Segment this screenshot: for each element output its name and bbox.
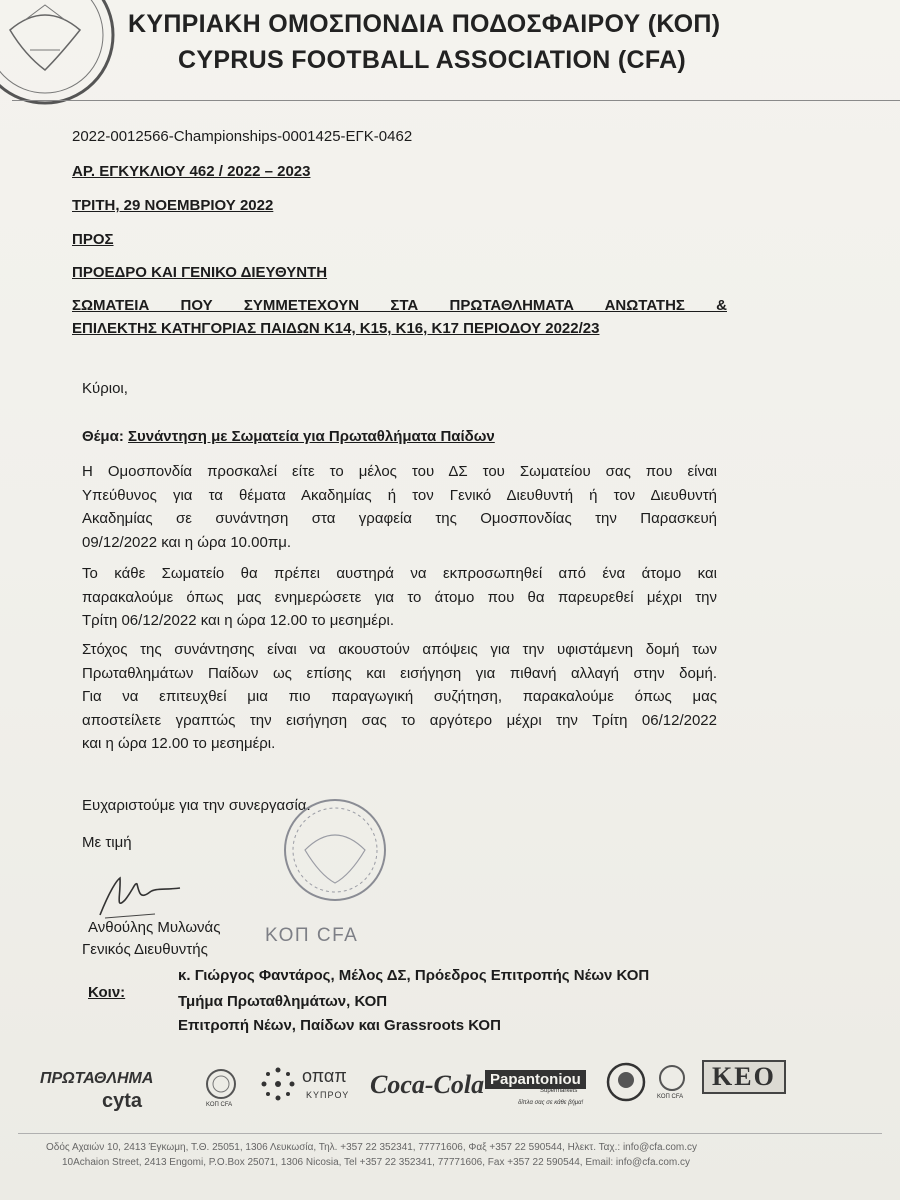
sponsor-opap-sub: ΚΥΠΡΟΥ	[306, 1090, 350, 1100]
paragraph-2-line: Τρίτη 06/12/2022 και η ώρα 12.00 το μεσημέρι.	[82, 612, 395, 629]
footer-divider	[18, 1133, 882, 1134]
subject-line	[82, 428, 495, 445]
kop-badge-icon-2	[658, 1064, 686, 1092]
thanks-line: Ευχαριστούμε για την συνεργασία.	[82, 797, 311, 814]
paragraph-2-line: παρακαλούμε όπως μας ενημερώσετε για το άτομο που θα παρευρεθεί μέχρι την	[82, 588, 717, 606]
sponsor-keo: KEO	[702, 1060, 786, 1094]
paragraph-1-line: Ακαδημίας σε συνάντηση στα γραφεία της Ομοσπονδίας την Παρασκευή	[82, 510, 717, 527]
sponsor-papantoniou-sub: Supermarkets	[540, 1088, 578, 1094]
sponsor-papantoniou: Papantoniou	[485, 1070, 586, 1089]
handwritten-signature	[95, 870, 185, 922]
paragraph-2-line: Το κάθε Σωματείο θα πρέπει αυστηρά να εκπροσωπηθεί από ένα άτομο και	[82, 565, 717, 582]
recipient-2-line-2: ΕΠΙΛΕΚΤΗΣ ΚΑΤΗΓΟΡΙΑΣ ΠΑΙΔΩΝ Κ14, Κ15, Κ16, Κ17 ΠΕΡΙΟΔΟΥ 2022/23	[72, 320, 600, 337]
paragraph-1-line: 09/12/2022 και η ώρα 10.00πμ.	[82, 533, 292, 551]
paragraph-1-line: Υπεύθυνος για τα θέματα Ακαδημίας ή τον Γενικό Διευθυντή ή τον Διευθυντή	[82, 486, 717, 504]
signatory-title: Γενικός Διευθυντής	[82, 941, 208, 958]
paragraph-3	[82, 638, 717, 756]
salutation: Κύριοι,	[82, 380, 128, 397]
paragraph-2	[82, 562, 717, 633]
subject-label: Θέμα:	[82, 428, 124, 445]
cfa-football-logo	[0, 0, 120, 110]
official-seal	[280, 795, 390, 905]
stamp-text: ΚΟΠ CFA	[265, 925, 359, 946]
sponsor-papantoniou-tag: δίπλα σας σε κάθε βήμα!	[518, 1100, 584, 1106]
footer-address-english: 10Achaion Street, 2413 Engomi, P.O.Box 25071, 1306 Nicosia, Tel +357 22 352341, 77771606, Fax +357 22 590544, Email: info@cfa.com.cy	[62, 1157, 690, 1168]
signatory-name: Ανθούλης Μυλωνάς	[88, 919, 221, 936]
footer-address-greek: Οδός Αχαιών 10, 2413 Έγκωμη, Τ.Θ. 25051, 1306 Λευκωσία, Τηλ. +357 22 352341, 77771606, Φαξ +357 22 590544, Ηλεκτ. Ταχ.: info@cfa.com.cy	[46, 1142, 698, 1153]
paragraph-3-line: αποστείλετε γραπτώς την εισήγηση σας το αργότερο μέχρι την Τρίτη 06/12/2022	[82, 711, 717, 729]
sponsor-opap: οπαπ	[302, 1066, 347, 1086]
to-label: ΠΡΟΣ	[72, 231, 114, 248]
recipient-1: ΠΡΟΕΔΡΟ ΚΑΙ ΓΕΝΙΚΟ ΔΙΕΥΘΥΝΤΗ	[72, 264, 328, 281]
reference-number: 2022-0012566-Championships-0001425-ΕΓΚ-0462	[72, 128, 413, 145]
kop-badge-icon	[205, 1068, 237, 1100]
sponsor-cocacola: Coca-Cola	[370, 1070, 485, 1099]
sponsors-strip	[40, 1060, 800, 1130]
sponsor-kop-caption-2: ΚΟΠ CFA	[657, 1094, 684, 1100]
regards-line: Με τιμή	[82, 834, 132, 851]
letter-date: ΤΡΙΤΗ, 29 ΝΟΕΜΒΡΙΟΥ 2022	[72, 197, 274, 214]
subject-text: Συνάντηση με Σωματεία για Πρωταθλήματα Παίδων	[128, 428, 495, 445]
paragraph-3-line: Στόχος της συνάντησης είναι να ακουστούν απόψεις για την υφιστάμενη δομή των	[82, 641, 717, 658]
cc-label: Κοιν:	[88, 984, 126, 1001]
paragraph-3-line: Πρωταθλημάτων Παίδων ως επίσης και εισήγηση για πιθανή αλλαγή στην δομή.	[82, 664, 717, 682]
cc-recipient: Τμήμα Πρωταθλημάτων, ΚΟΠ	[178, 993, 388, 1010]
cc-recipient: Επιτροπή Νέων, Παίδων και Grassroots ΚΟΠ	[178, 1017, 501, 1034]
opap-star-icon	[260, 1066, 296, 1102]
sponsor-protathlima: ΠΡΩΤΑΘΛΗΜΑ	[40, 1070, 154, 1087]
header-divider	[12, 100, 900, 101]
header-title-greek: ΚΥΠΡΙΑΚΗ ΟΜΟΣΠΟΝΔΙΑ ΠΟΔΟΣΦΑΙΡΟΥ (ΚΟΠ)	[128, 10, 721, 38]
sponsor-badge-icon	[606, 1062, 646, 1102]
paragraph-3-line: Για να επιτευχθεί μια πιο παραγωγική συζήτηση, παρακαλούμε όπως μας	[82, 688, 717, 705]
recipient-2-line-1: ΣΩΜΑΤΕΙΑ ΠΟΥ ΣΥΜΜΕΤΕΧΟΥΝ ΣΤΑ ΠΡΩΤΑΘΛΗΜΑΤΑ ΑΝΩΤΑΤΗΣ &	[72, 297, 727, 314]
cc-recipient: κ. Γιώργος Φαντάρος, Μέλος ΔΣ, Πρόεδρος Επιτροπής Νέων ΚΟΠ	[178, 967, 650, 984]
paragraph-1-line: Η Ομοσπονδία προσκαλεί είτε το μέλος του ΔΣ του Σωματείου σας που είναι	[82, 463, 717, 480]
sponsor-cyta: cyta	[102, 1090, 143, 1112]
sponsor-kop-caption: ΚΟΠ CFA	[206, 1102, 233, 1108]
circular-number: ΑΡ. ΕΓΚΥΚΛΙΟΥ 462 / 2022 – 2023	[72, 163, 311, 180]
paragraph-3-line: και η ώρα 12.00 το μεσημέρι.	[82, 735, 276, 752]
header-title-english: CYPRUS FOOTBALL ASSOCIATION (CFA)	[178, 46, 687, 74]
paragraph-1	[82, 460, 717, 554]
